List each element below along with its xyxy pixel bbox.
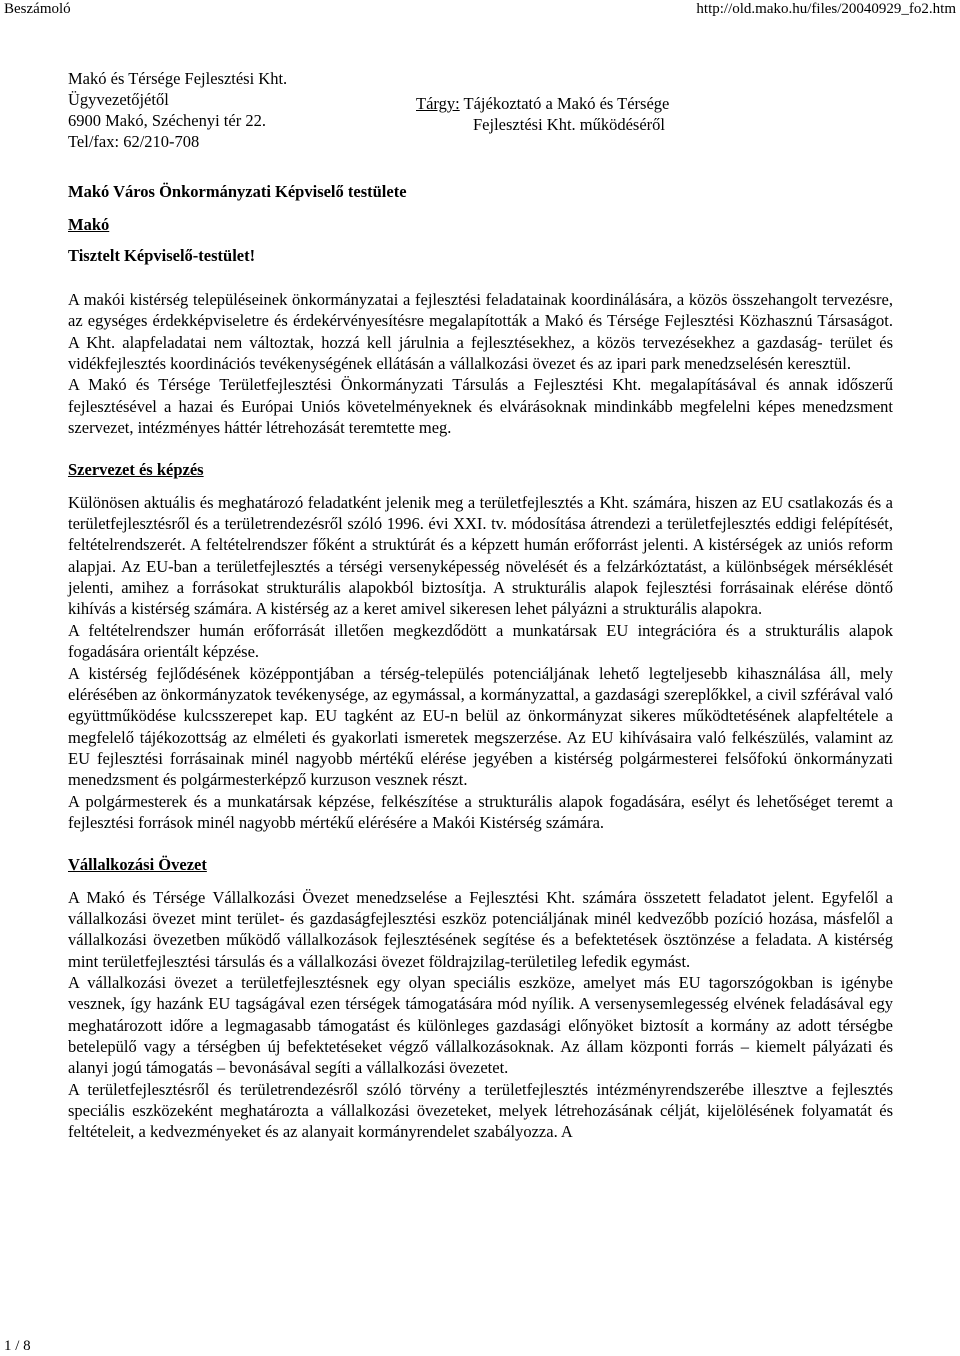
document-body	[68, 289, 893, 1143]
subject-line-2: Fejlesztési Kht. működéséről	[473, 115, 666, 134]
page-number: 1 / 8	[4, 1338, 31, 1354]
sender-phone: Tel/fax: 62/210-708	[68, 132, 200, 151]
section1-paragraph-3: A kistérség fejlődésének középpontjában a térség-település potenciáljának lehető legteljesebb kihasználása áll, mely elérésében az önkormányzatok tevékenysége, az egymással, a kormányzattal, a gazdasági szereplőkkel, a civil szférával való együttműködése kulcsszerepet kap. EU tagként az EU-n belül az önkormányzat sikeres működtetésének alapfeltétele a megfelelő tájékozottság az elméleti és gyakorlati ismeretek megszerzése. Az EU kihívásaira való felkészülés, valamint az EU fejlesztési forrásainak minél nagyobb mértékű elérése jegyében a kistérség polgármesterei felsőfokú önkormányzati menedzsment és polgármesterképző kurzuson vesznek részt.	[68, 663, 893, 790]
header-url: http://old.mako.hu/files/20040929_fo2.htm	[696, 1, 956, 17]
section1-paragraph-1: Különösen aktuális és meghatározó feladatként jelenik meg a területfejlesztés a Kht. számára, hiszen az EU csatlakozás és a területfejlesztésről és a területrendezésről szóló 1996. évi XXI. tv. módosítása átrendezi a területfejlesztés eddigi felépítését, feltételrendszerét. A feltételrendszer főként a struktúrát és a képzett humán erőforrást jelenti. A kistérségek az uniós reform alapjai. Az EU-ban a területfejlesztés a térségi versenyképesség növelését és a felzárkóztatást, a különbségek mérséklését jelenti, amihez a forrásokat strukturális alapokból biztosítja. A strukturális alapok fejlesztési forrásainak elérése döntő kihívás a kistérség számára. A kistérség az a keret amivel sikeresen lehet pályázni a strukturális alapokra.	[68, 492, 893, 619]
subject-line-1: Tájékoztató a Makó és Térsége	[463, 94, 670, 113]
sender-address: 6900 Makó, Széchenyi tér 22.	[68, 111, 266, 130]
salutation: Tisztelt Képviselő-testület!	[68, 246, 256, 265]
intro-paragraph-2: A Makó és Térsége Területfejlesztési Önkormányzati Társulás a Fejlesztési Kht. megalapításával és annak időszerű fejlesztésével a hazai és Európai Uniós követelményeknek és elvárásoknak mindinkább megfelelni képes menedzsment szervezet, intézményes háttér létrehozását teremtette meg.	[68, 375, 893, 438]
section-heading-enterprise-zone: Vállalkozási Övezet	[68, 855, 207, 875]
recipient-city	[68, 215, 109, 235]
section2-paragraph-3: A területfejlesztésről és területrendezésről szóló törvény a területfejlesztés intézményrendszerébe illesztve a fejlesztés speciális eszközeként meghatározta a vállalkozási övezeteket, melyek létrehozásának célját, kijelölésének folyamatát és feltételeit, a kedvezményeket és az alanyait kormányrendelet szabályozza. A	[68, 1079, 893, 1142]
section2-paragraph-1: A Makó és Térsége Vállalkozási Övezet menedzselése a Fejlesztési Kht. számára összetett feladatot jelent. Egyfelől a vállalkozási övezet mint terület- és gazdaságfejlesztési eszköz potenciáljának minél kedvezőbb pozíció hozása, másfelől a vállalkozási övezetben működő vállalkozások fejlesztésének segítése és a befektetések ösztönzése a feladata. A kistérség mint területfejlesztési társulás és a vállalkozási övezet földrajzilag-területileg lefedik egymást.	[68, 887, 893, 971]
sender-organization: Makó és Térsége Fejlesztési Kht.	[68, 69, 288, 88]
recipient-name: Makó Város Önkormányzati Képviselő testülete	[68, 182, 407, 201]
header-title: Beszámoló	[4, 1, 71, 17]
sender-role: Ügyvezetőjétől	[68, 90, 169, 109]
sender-block	[68, 68, 287, 152]
section1-paragraph-2: A feltételrendszer humán erőforrását illetően megkezdődött a munkatársak EU integrációra és a strukturális alapok fogadására orientált képzése.	[68, 620, 893, 662]
section2-paragraph-2: A vállalkozási övezet a területfejlesztésnek egy olyan speciális eszköze, amelyet más EU tagorszógokban is igénybe vesznek, így hazánk EU tagságával ezen térségek támogatására mód nyílik. A versenysemlegesség elvének feladásával egy meghatározott időre a legmagasabb támogatást és különleges gazdasági előnyöket biztosít a kormány az adott térségbe betelepülő vagy a térségben új befektetéseket végző vállalkozásoknak. Az állam központi forrás – kiemelt pályázati és alanyi jogú támogatás – bevonásával segíti a vállalkozási övezetet.	[68, 972, 893, 1078]
intro-paragraph-1: A makói kistérség településeinek önkormányzatai a fejlesztési feladatainak koordinálására, a közös összehangolt tervezésre, az egységes érdekképviseletre és érdekérvényesítésre megalapították a Makó és Térsége Fejlesztési Közhasznú Társaságot. A Kht. alapfeladatai nem változtak, hozzá kell járulnia a fejlesztésekhez, a közös tervezésekhez a gazdaság- terület és vidékfejlesztés koordinációs tevékenységének ellátásán a vállalkozási övezet és az ipari park menedzselésén keresztül.	[68, 290, 893, 374]
recipient-city-text: Makó	[68, 215, 110, 234]
subject-label: Tárgy:	[416, 94, 460, 113]
section-heading-organization: Szervezet és képzés	[68, 460, 204, 480]
section1-paragraph-4: A polgármesterek és a munkatársak képzése, felkészítése a strukturális alapok fogadására, esélyt és lehetőséget teremt a fejlesztési források minél nagyobb mértékű elérésére a Makói Kistérség számára.	[68, 791, 893, 832]
subject-block	[416, 93, 669, 135]
